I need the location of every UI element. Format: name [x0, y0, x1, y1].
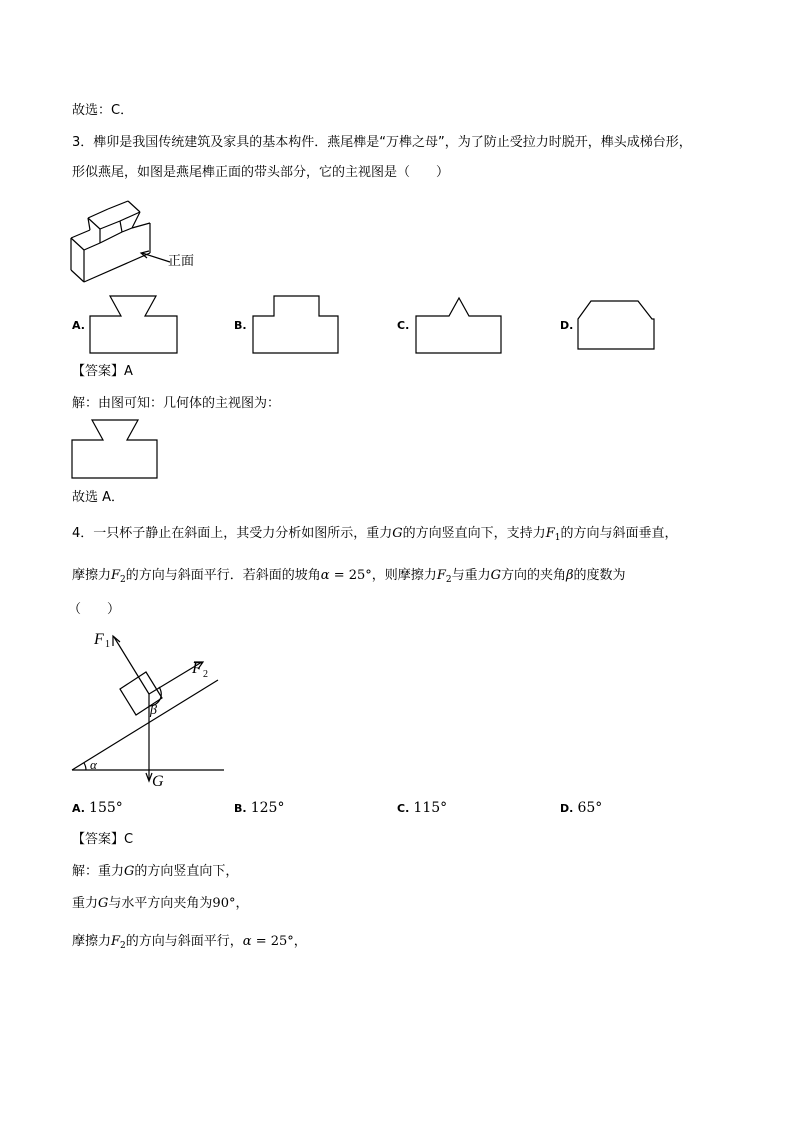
- q4-option-b: B. 125°: [234, 800, 285, 816]
- q4-label-alpha: α: [90, 757, 97, 772]
- q4-stem-line2: 摩擦力$F_2$的方向与斜面平行．若斜面的坡角α = 25°，则摩擦力$F_2$与重力G方向的夹角β的度数为: [72, 568, 626, 585]
- q3-option-b-figure: [251, 294, 341, 356]
- q3-edge: [84, 243, 100, 250]
- q3-edge: [120, 212, 140, 221]
- q3-edge: [100, 232, 122, 243]
- q4-force-figure: [68, 622, 238, 792]
- q3-answer-tag: 【答案】A: [72, 364, 133, 379]
- q3-option-d-figure: [576, 297, 658, 353]
- q3-option-c-shape: [416, 298, 501, 353]
- q3-edge: [108, 201, 128, 209]
- q4-label-beta: β: [150, 703, 157, 718]
- q3-option-d-shape: [578, 301, 654, 349]
- q4-label-g: G: [152, 773, 164, 790]
- q4-alpha-arc: [84, 763, 86, 770]
- q4-stem-line3: （ ）: [68, 602, 121, 617]
- q3-edge: [84, 253, 150, 282]
- q4-answer-tag: 【答案】C: [72, 832, 134, 847]
- q4-option-a: A. 155°: [72, 800, 123, 816]
- q3-edge: [100, 221, 120, 229]
- q3-edge: [71, 270, 84, 282]
- q4-option-c: C. 115°: [397, 800, 448, 816]
- q3-option-a-shape: [90, 296, 177, 353]
- q3-conclusion: 故选 A．: [72, 490, 125, 505]
- q3-stem-line2: 形似燕尾，如图是燕尾榫正面的带头部分，它的主视图是（ ）: [72, 165, 450, 180]
- q3-edge: [71, 230, 90, 238]
- q3-dovetail-figure: [66, 196, 216, 288]
- q3-solution-figure: [70, 418, 162, 482]
- q3-edge: [88, 209, 108, 218]
- q4-label-f1-sub: 1: [105, 639, 110, 650]
- q4-stem-line1: 4．一只杯子静止在斜面上，其受力分析如图所示，重力G的方向竖直向下，支持力$F_1$的方向与斜面垂直，: [72, 526, 678, 543]
- q4-solution-line1: 解：重力G的方向竖直向下，: [72, 864, 239, 879]
- q3-option-a-figure: [88, 294, 180, 356]
- q4-solution-line3: 摩擦力$F_2$的方向与斜面平行，α = 25°，: [72, 934, 307, 951]
- q4-label-f2: F: [192, 660, 202, 677]
- q3-option-d-label: D.: [560, 319, 574, 332]
- q3-option-b-shape: [253, 296, 338, 353]
- q3-stem-line1: 3．榫卯是我国传统建筑及家具的基本构件．燕尾榫是“万榫之母”，为了防止受拉力时脱开，榫头成梯台形，: [72, 135, 692, 150]
- q3-option-c-figure: [414, 294, 504, 356]
- q4-label-f2-sub: 2: [203, 669, 208, 680]
- q3-option-a-label: A.: [72, 319, 85, 332]
- q3-edge: [122, 228, 132, 232]
- q3-option-c-label: C.: [397, 319, 410, 332]
- q3-edge: [120, 221, 122, 232]
- q4-f1-line: [114, 637, 149, 694]
- q3-edge: [128, 201, 140, 212]
- q3-solution: 解：由图可知：几何体的主视图为：: [72, 396, 281, 411]
- q3-option-b-label: B.: [234, 319, 247, 332]
- q4-solution-line2: 重力G与水平方向夹角为90°，: [72, 896, 249, 911]
- q3-front-label: 正面: [168, 254, 195, 269]
- q3-solution-shape: [72, 420, 157, 478]
- q2-conclusion: 故选：C．: [72, 103, 134, 118]
- q3-edge: [71, 238, 84, 250]
- q4-label-f: F: [94, 631, 104, 648]
- q4-option-d: D. 65°: [560, 800, 603, 816]
